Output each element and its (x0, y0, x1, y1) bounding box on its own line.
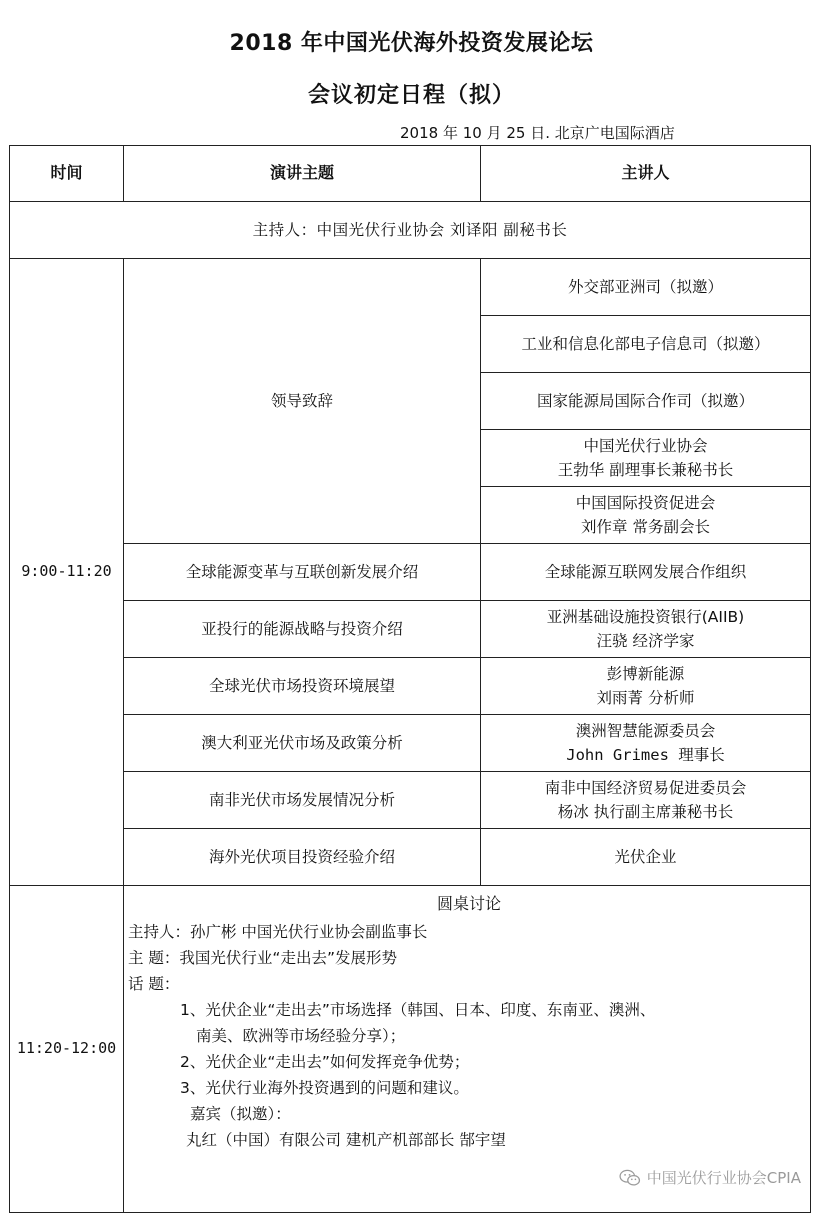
roundtable-topic-1: 1、光伏企业“走出去”市场选择（韩国、日本、印度、东南亚、澳洲、 (180, 1000, 656, 1019)
roundtable-topics-label: 话 题： (128, 974, 180, 993)
topic-cell: 海外光伏项目投资经验介绍 (124, 829, 481, 886)
speaker-cell: 中国光伏行业协会 王勃华 副理事长兼秘书长 (481, 430, 811, 487)
speaker-cell: 南非中国经济贸易促进委员会 杨冰 执行副主席兼秘书长 (481, 772, 811, 829)
roundtable-title: 圆桌讨论 (436, 894, 501, 913)
watermark (619, 1167, 801, 1188)
roundtable-topic-3: 3、光伏行业海外投资遇到的问题和建议。 (180, 1078, 469, 1097)
speaker-cell: 全球能源互联网发展合作组织 (481, 544, 811, 601)
speaker-cell: 国家能源局国际合作司（拟邀） (481, 373, 811, 430)
morning-time-cell: 9:00-11:20 (10, 259, 124, 886)
table-row (10, 259, 811, 316)
watermark-text: 中国光伏行业协会CPIA (646, 1169, 801, 1187)
roundtable-host: 主持人：孙广彬 中国光伏行业协会副监事长 (128, 922, 428, 941)
speaker-cell: 中国国际投资促进会 刘作章 常务副会长 (481, 487, 811, 544)
speaker-cell: 亚洲基础设施投资银行(AIIB) 汪骁 经济学家 (481, 601, 811, 658)
roundtable-cell (124, 886, 811, 1213)
speaker-cell: 彭博新能源 刘雨菁 分析师 (481, 658, 811, 715)
speaker-cell: 光伏企业 (481, 829, 811, 886)
speaker-cell: 澳洲智慧能源委员会 John Grimes 理事长 (481, 715, 811, 772)
roundtable-guests-label: 嘉宾（拟邀）： (190, 1104, 291, 1123)
topic-cell: 全球光伏市场投资环境展望 (124, 658, 481, 715)
roundtable-guest-1: 丸红（中国）有限公司 建机产机部部长 郜宇望 (186, 1130, 506, 1149)
table-row (10, 601, 811, 658)
speaker-cell: 工业和信息化部电子信息司（拟邀） (481, 316, 811, 373)
opening-topic-cell: 领导致辞 (124, 259, 481, 544)
topic-cell: 全球能源变革与互联创新发展介绍 (124, 544, 481, 601)
roundtable-theme: 主 题：我国光伏行业“走出去”发展形势 (128, 948, 397, 967)
table-row (10, 715, 811, 772)
table-header-row (10, 146, 811, 202)
column-header-topic: 演讲主题 (124, 146, 481, 202)
topic-cell: 亚投行的能源战略与投资介绍 (124, 601, 481, 658)
host-row (10, 202, 811, 259)
column-header-time: 时间 (10, 146, 124, 202)
wechat-icon (619, 1169, 641, 1187)
page-subtitle: 会议初定日程（拟） (307, 83, 515, 108)
roundtable-topic-2: 2、光伏企业“走出去”如何发挥竞争优势； (180, 1052, 470, 1071)
table-row (10, 544, 811, 601)
roundtable-time-cell: 11:20-12:00 (10, 886, 124, 1213)
column-header-speaker: 主讲人 (481, 146, 811, 202)
schedule-table (9, 145, 811, 1213)
roundtable-row (10, 886, 811, 1213)
roundtable-topic-1-cont: 南美、欧洲等市场经验分享）； (196, 1026, 406, 1045)
host-cell: 主持人：中国光伏行业协会 刘译阳 副秘书长 (10, 202, 811, 259)
date-venue: 2018 年 10 月 25 日. 北京广电国际酒店 (400, 124, 675, 142)
table-row (10, 829, 811, 886)
table-row (10, 772, 811, 829)
page-title: 2018 年中国光伏海外投资发展论坛 (229, 31, 594, 56)
speaker-cell: 外交部亚洲司（拟邀） (481, 259, 811, 316)
table-row (10, 658, 811, 715)
topic-cell: 澳大利亚光伏市场及政策分析 (124, 715, 481, 772)
topic-cell: 南非光伏市场发展情况分析 (124, 772, 481, 829)
